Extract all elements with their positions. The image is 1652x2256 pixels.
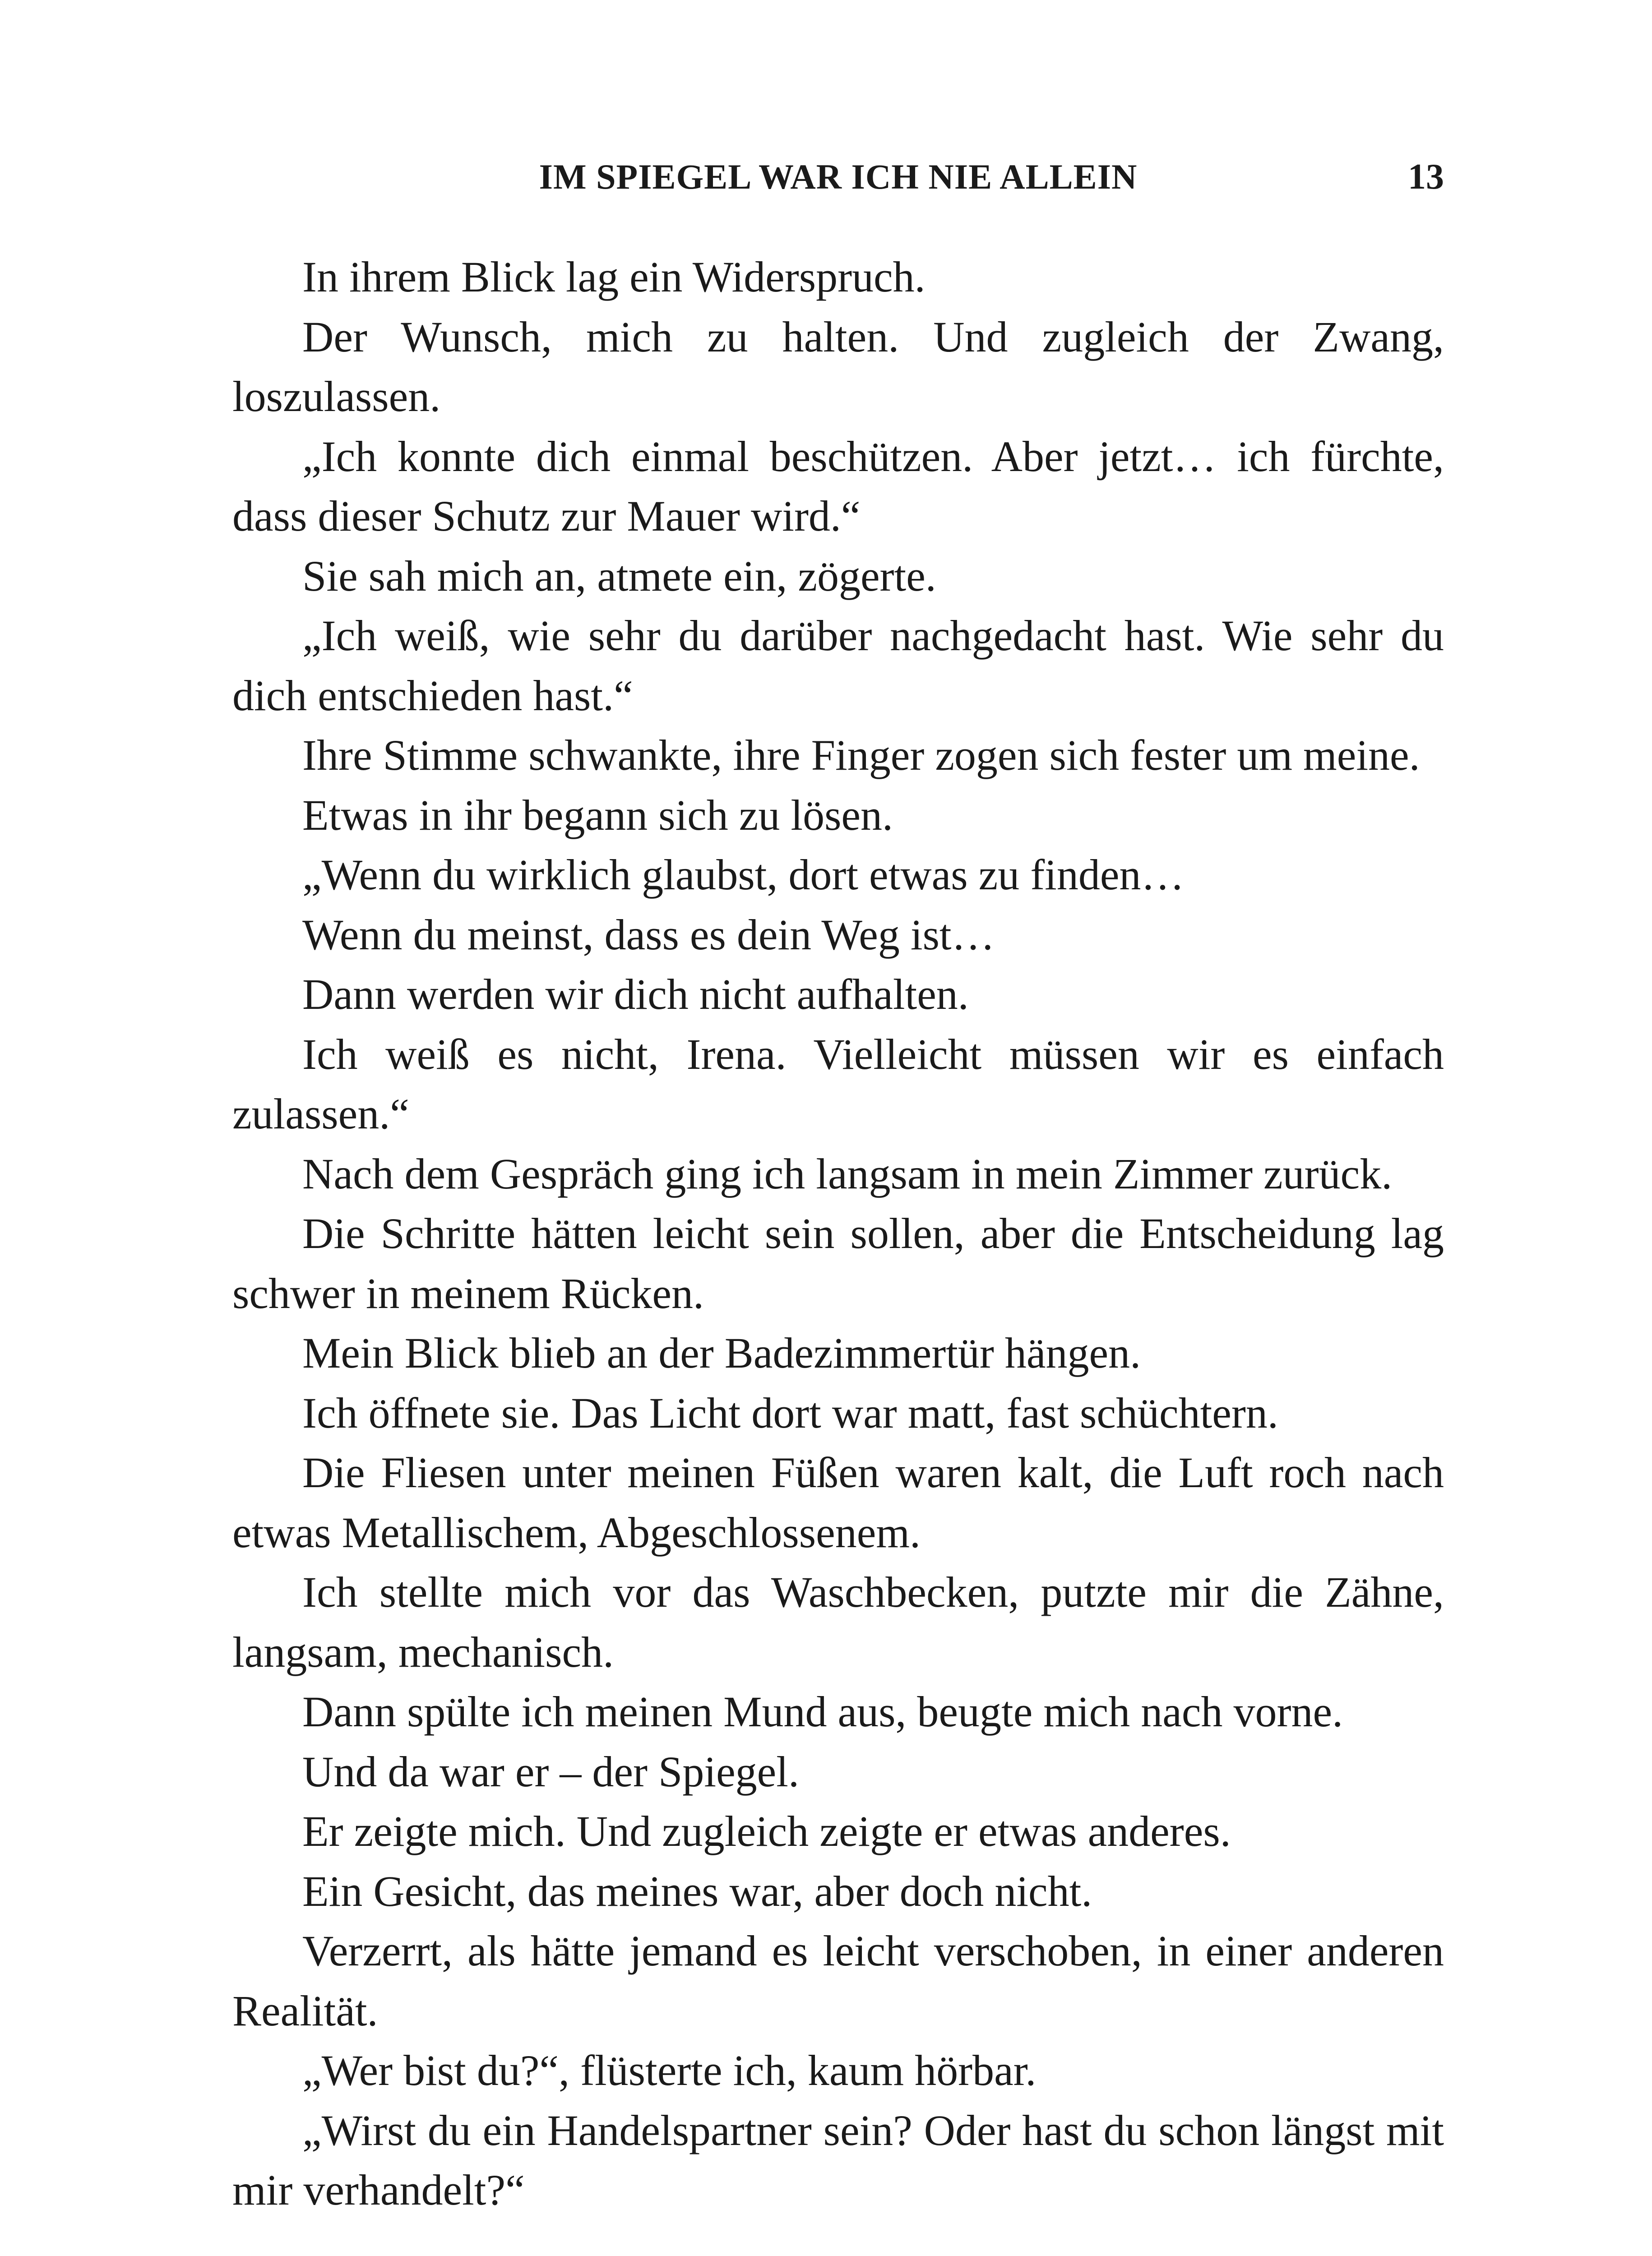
body-text — [232, 247, 1444, 2220]
paragraph: Und da war er – der Spiegel. — [302, 1747, 799, 1796]
paragraph: „Wenn du wirklich glaubst, dort etwas zu finden… — [302, 851, 1185, 899]
paragraph: Sie sah mich an, atmete ein, zögerte. — [302, 551, 936, 600]
paragraph: Ein Gesicht, das meines war, aber doch nicht. — [302, 1867, 1092, 1915]
paragraph: Die Fliesen unter meinen Füßen waren kalt, die Luft roch nach etwas Metallischem, Abgeschlossenem. — [232, 1448, 1444, 1557]
paragraph: Nach dem Gespräch ging ich langsam in mein Zimmer zurück. — [302, 1149, 1393, 1198]
paragraph: Der Wunsch, mich zu halten. Und zugleich der Zwang, loszulassen. — [232, 312, 1444, 421]
paragraph: Ich öffnete sie. Das Licht dort war matt, fast schüchtern. — [302, 1388, 1278, 1437]
paragraph: Er zeigte mich. Und zugleich zeigte er etwas anderes. — [302, 1807, 1231, 1855]
running-title: IM SPIEGEL WAR ICH NIE ALLEIN — [539, 157, 1138, 196]
paragraph: Ich weiß es nicht, Irena. Vielleicht müssen wir es einfach zulassen.“ — [232, 1030, 1444, 1138]
paragraph: Die Schritte hätten leicht sein sollen, aber die Entscheidung lag schwer in meinem Rücken. — [232, 1209, 1444, 1318]
paragraph: „Ich weiß, wie sehr du darüber nachgedacht hast. Wie sehr du dich entschieden hast.“ — [232, 611, 1444, 720]
running-head — [232, 150, 1444, 204]
paragraph: Dann werden wir dich nicht aufhalten. — [302, 970, 969, 1018]
paragraph: „Ich konnte dich einmal beschützen. Aber jetzt… ich fürchte, dass dieser Schutz zur Mauer wird.“ — [232, 432, 1444, 540]
paragraph: In ihrem Blick lag ein Widerspruch. — [302, 253, 925, 301]
paragraph: „Wer bist du?“, flüsterte ich, kaum hörbar. — [302, 2046, 1037, 2094]
paragraph: Ihre Stimme schwankte, ihre Finger zogen sich fester um meine. — [302, 731, 1420, 779]
paragraph: Ich stellte mich vor das Waschbecken, putzte mir die Zähne, langsam, mechanisch. — [232, 1568, 1444, 1676]
page-number: 13 — [1408, 157, 1444, 197]
paragraph: „Wirst du ein Handelspartner sein? Oder hast du schon längst mit mir verhandelt?“ — [232, 2106, 1444, 2214]
paragraph: Dann spülte ich meinen Mund aus, beugte mich nach vorne. — [302, 1687, 1343, 1736]
paragraph: Etwas in ihr begann sich zu lösen. — [302, 791, 893, 839]
paragraph: Wenn du meinst, dass es dein Weg ist… — [302, 910, 995, 959]
paragraph: Verzerrt, als hätte jemand es leicht verschoben, in einer anderen Realität. — [232, 1927, 1444, 2035]
paragraph: Mein Blick blieb an der Badezimmertür hängen. — [302, 1329, 1141, 1377]
